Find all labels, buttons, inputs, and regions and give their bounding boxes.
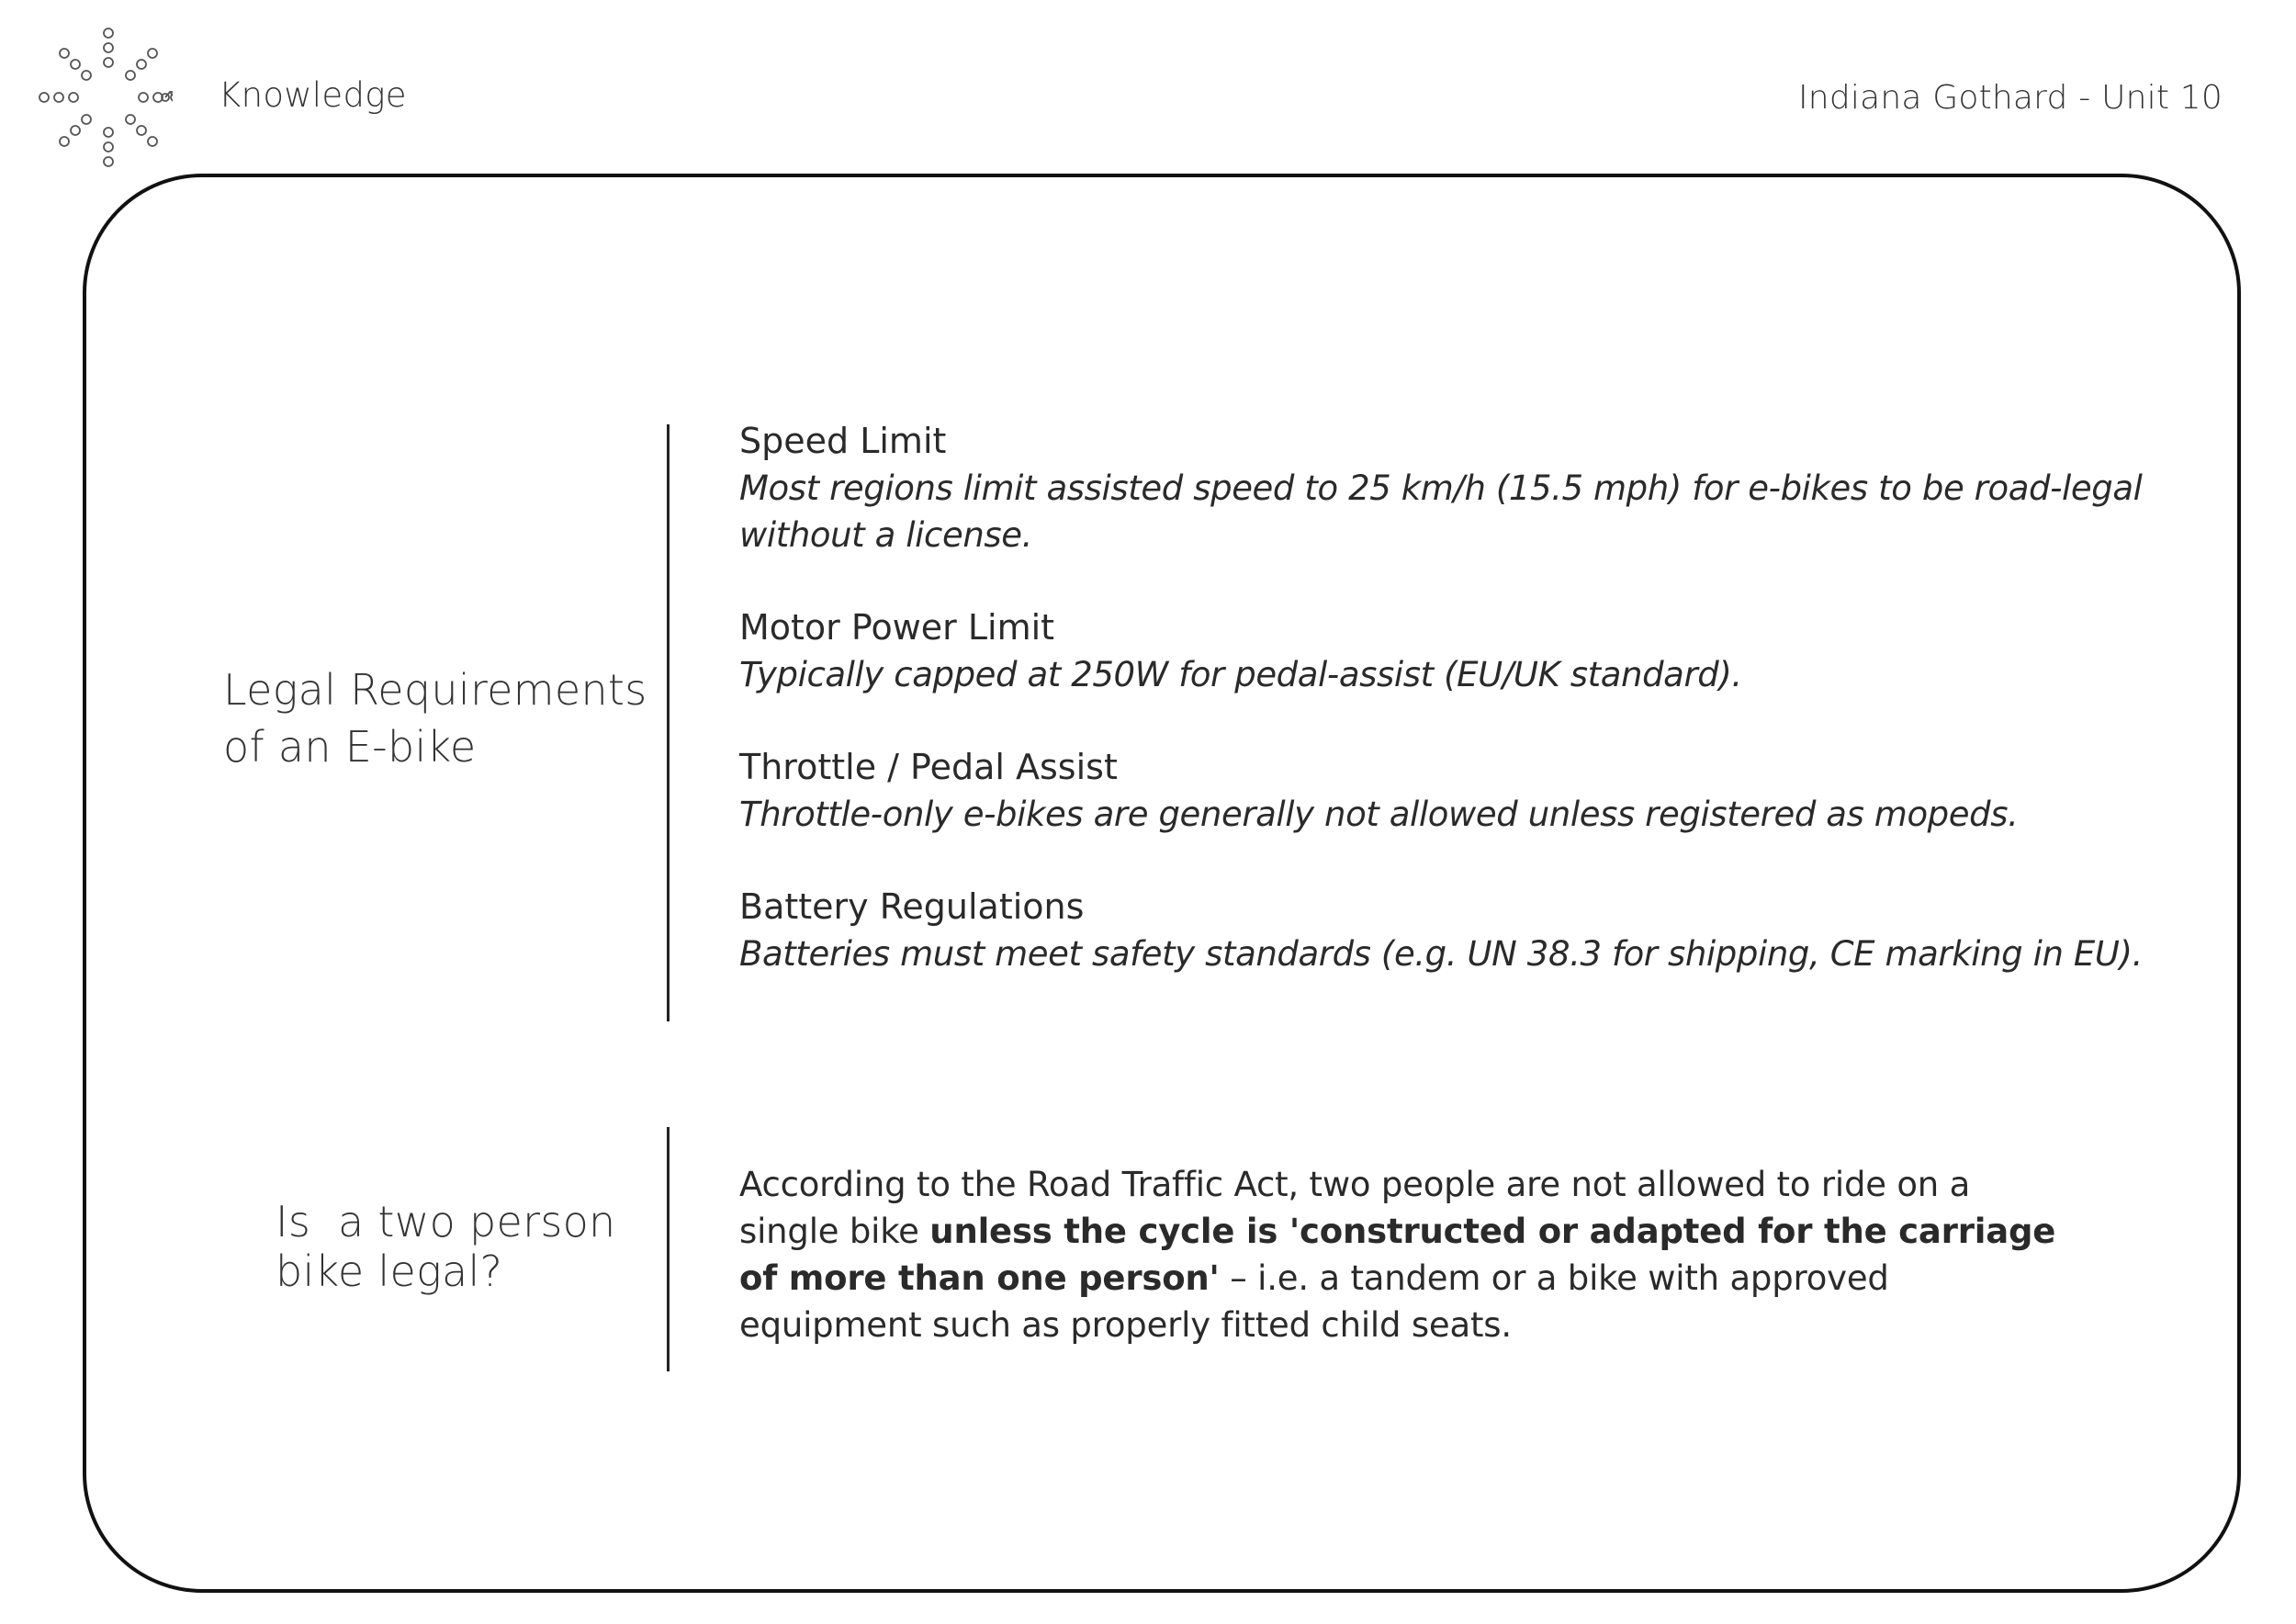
legal-heading-line1: Legal Requirements: [223, 665, 647, 715]
requirement-title: Battery Regulations: [739, 886, 1085, 927]
requirement-description: Batteries must meet safety standards (e.g. UN 38.3 for shipping, CE marking in EU).: [739, 934, 2143, 974]
two-person-section-divider: [667, 1127, 670, 1371]
two-person-bike-heading: [276, 1197, 616, 1296]
page-title: Knowledge: [219, 75, 407, 115]
author-unit-label: Indiana Gothard - Unit 10: [1797, 79, 2223, 117]
list-item: [739, 744, 2144, 838]
legal-requirements-list: [739, 418, 2144, 1023]
two-person-answer-paragraph: [739, 1161, 2062, 1348]
answer-intro: According to the Road Traffic Act, two people are not allowed to ride on a single bike: [739, 1165, 1971, 1251]
list-item: [739, 418, 2144, 558]
requirement-title: Motor Power Limit: [739, 607, 1055, 648]
requirement-description: Throttle-only e-bikes are generally not allowed unless registered as mopeds.: [739, 795, 2019, 834]
two-person-heading-line2: bike legal?: [276, 1246, 503, 1296]
requirement-description: Most regions limit assisted speed to 25 km/h (15.5 mph) for e-bikes to be road-legal without a license.: [739, 468, 2143, 555]
list-item: [739, 884, 2144, 977]
requirement-title: Throttle / Pedal Assist: [739, 747, 1118, 787]
two-person-heading-line1: Is a two person: [276, 1197, 616, 1246]
requirement-description: Typically capped at 250W for pedal-assist (EU/UK standard).: [739, 655, 1742, 694]
logo-svg: [35, 24, 173, 180]
requirement-title: Speed Limit: [739, 421, 947, 461]
legal-section-divider: [667, 424, 670, 1021]
list-item: [739, 604, 2144, 698]
answer-bold-clause: unless the cycle is 'constructed or adapted for the carriage of more than one person': [739, 1212, 2056, 1298]
dotted-sunburst-bike-logo-icon: [35, 24, 173, 180]
legal-heading-line2: of an E-bike: [223, 722, 477, 772]
legal-requirements-heading: [223, 661, 647, 775]
answer-rest: – i.e. a tandem or a bike with approved equipment such as properly fitted child seats.: [739, 1258, 1889, 1345]
